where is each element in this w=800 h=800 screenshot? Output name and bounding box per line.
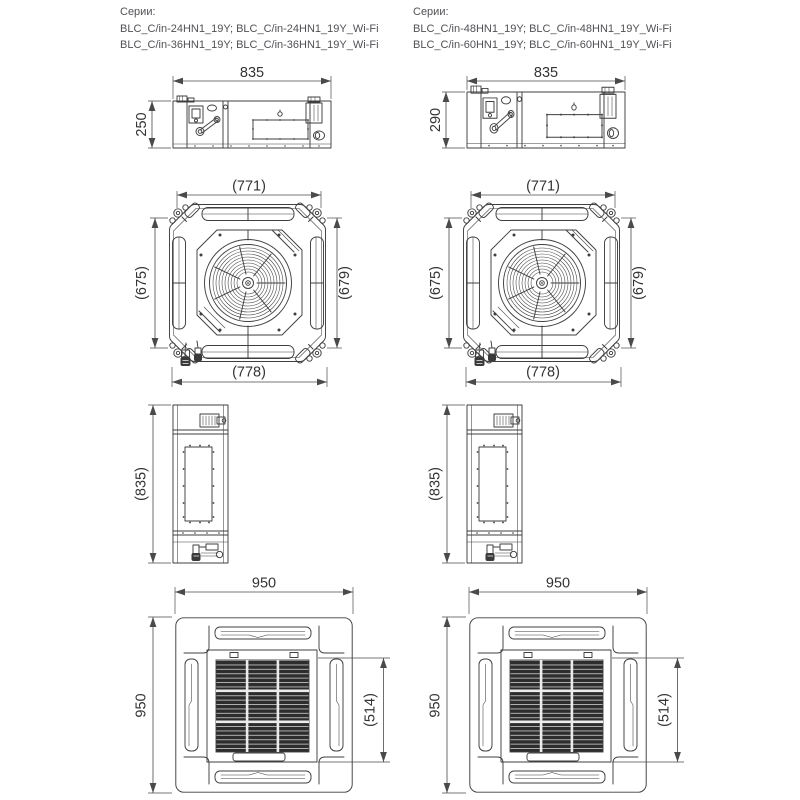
panel-view-drawing: [176, 618, 352, 792]
series-models-line: BLC_C/in-24HN1_19Y; BLC_C/in-24HN1_19Y_Wi-Fi: [120, 23, 379, 35]
dim-side-width: [467, 65, 625, 90]
dim-panel-width: [175, 576, 353, 615]
dim-panel-width: [469, 576, 647, 615]
profile-view-drawing: [173, 405, 228, 563]
side-view-drawing: [173, 96, 331, 148]
dim-top-width: [471, 179, 615, 209]
dim-top-height-left: [428, 218, 462, 348]
dim-panel-height: [134, 617, 173, 793]
side-view-drawing: [467, 86, 625, 148]
series-models-line: BLC_C/in-36HN1_19Y; BLC_C/in-36HN1_19Y_Wi-Fi: [120, 39, 379, 51]
dim-panel-grille: [612, 658, 684, 762]
dim-label-top: (771): [526, 178, 560, 195]
series-models-line: BLC_C/in-48HN1_19Y; BLC_C/in-48HN1_19Y_Wi-Fi: [413, 23, 672, 35]
dim-label-grille: (514): [656, 693, 673, 727]
dim-side-height: [134, 101, 171, 148]
series-title: Серии:: [413, 6, 449, 18]
panel-view-drawing: [470, 618, 646, 792]
dim-label-height: 290: [428, 107, 444, 133]
series-title: Серии:: [120, 6, 156, 18]
dim-label-right: (679): [631, 266, 647, 300]
dim-panel-height: [428, 617, 467, 793]
dim-top-height-left: [134, 218, 168, 348]
dim-label-grille: (514): [362, 693, 379, 727]
dim-label-height: 250: [134, 112, 150, 137]
dim-top-width-bottom: [466, 365, 621, 388]
dim-label-width: 835: [533, 65, 559, 81]
dim-label-profile: (835): [133, 467, 150, 501]
dim-label-left: (675): [134, 266, 150, 300]
dim-label-bottom: (778): [232, 364, 266, 381]
series-models-line: BLC_C/in-60HN1_19Y; BLC_C/in-60HN1_19Y_Wi-Fi: [413, 39, 672, 51]
dim-label-panel-width: 950: [251, 575, 277, 592]
chassis-top-view-drawing: [464, 202, 620, 366]
dim-label-panel-width: 950: [545, 575, 571, 592]
dim-label-profile: (835): [427, 467, 444, 501]
chassis-top-view-drawing: [170, 202, 326, 366]
dim-top-height-right: [621, 218, 647, 348]
dim-top-height-right: [327, 218, 353, 348]
dim-profile-height: [428, 405, 466, 563]
dim-label-left: (675): [428, 266, 444, 300]
dim-label-bottom: (778): [526, 364, 560, 381]
dim-profile-height: [134, 405, 172, 563]
dim-top-width: [177, 179, 321, 209]
dim-label-right: (679): [337, 266, 353, 300]
dim-top-width-bottom: [172, 365, 327, 388]
column-right-drawings: [428, 65, 685, 793]
column-left-drawings: [134, 65, 391, 793]
profile-view-drawing: [467, 405, 522, 563]
dim-side-width: [173, 65, 331, 99]
dim-label-top: (771): [232, 178, 266, 195]
dim-label-panel-height: 950: [133, 693, 150, 718]
dim-side-height: [428, 92, 465, 148]
dim-label-width: 835: [239, 65, 265, 81]
dim-label-panel-height: 950: [427, 693, 444, 718]
dim-panel-grille: [318, 658, 390, 762]
